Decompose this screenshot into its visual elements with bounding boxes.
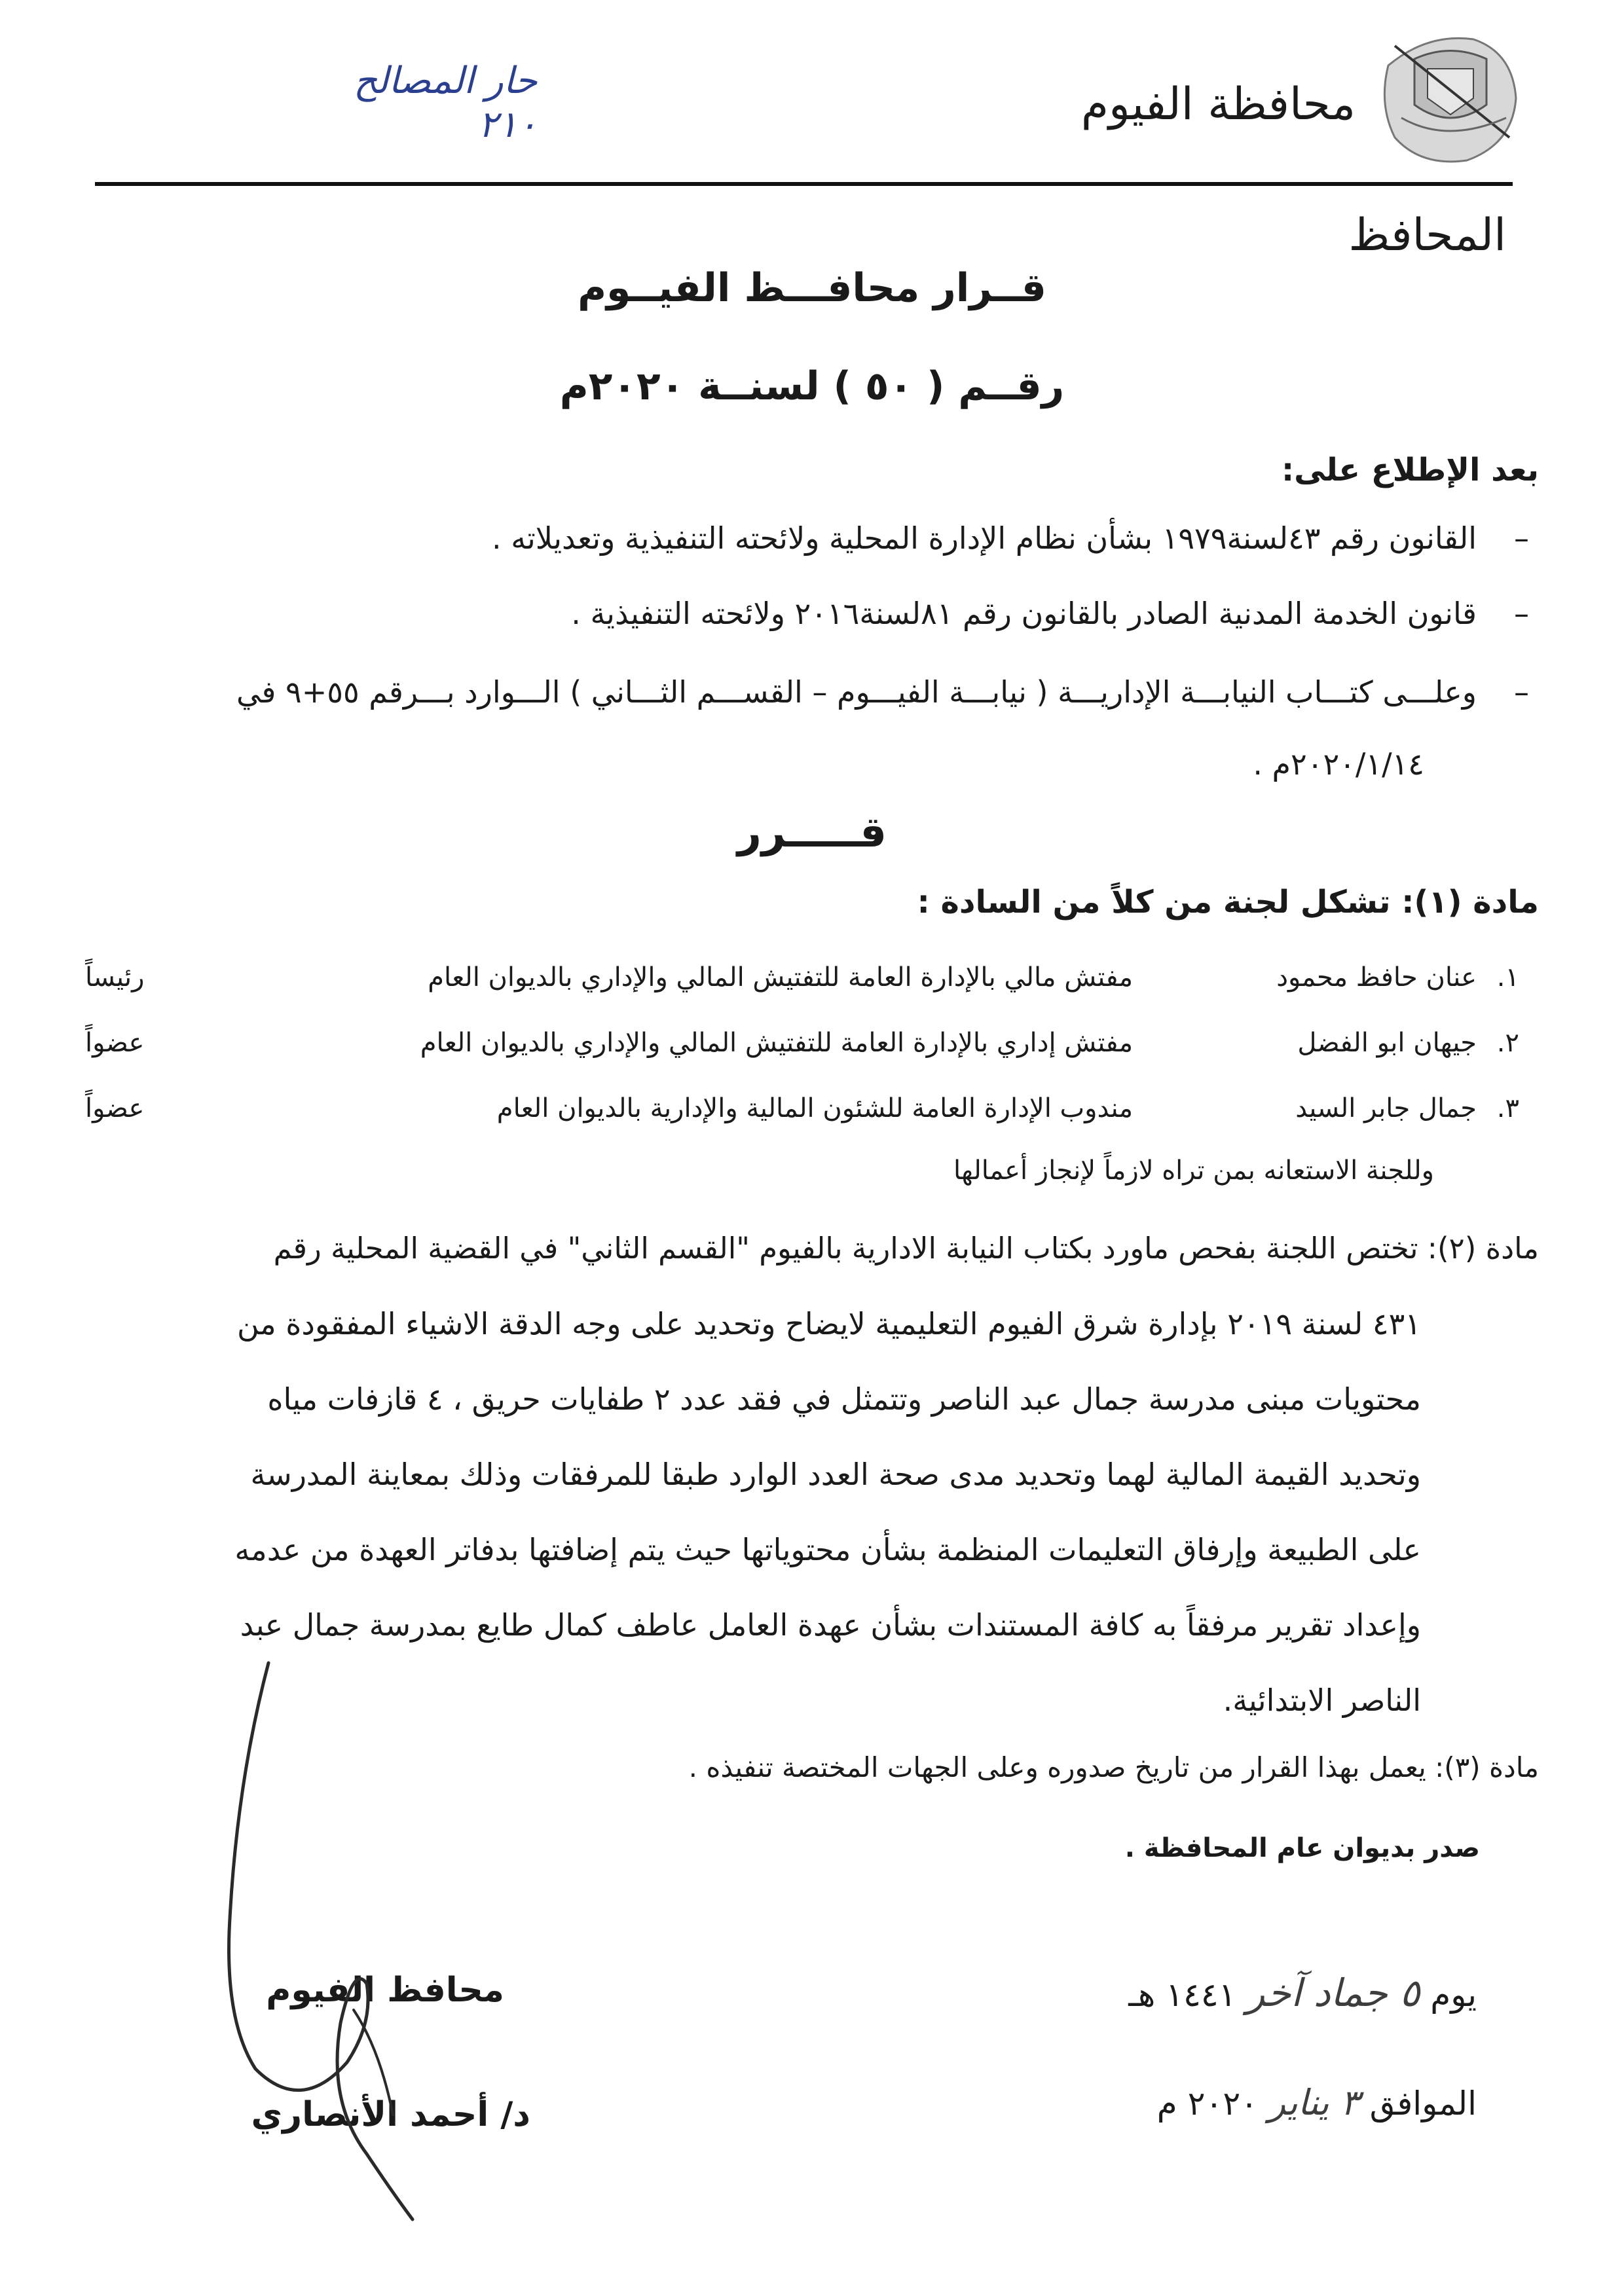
preamble-heading: بعد الإطلاع على: (1281, 452, 1539, 488)
handwritten-signature (196, 1656, 471, 2232)
article-1-heading: مادة (١): تشكل لجنة من كلاً من السادة : (917, 884, 1539, 920)
preamble-item-3: وعلـــى كتـــاب النيابـــة الإداريـــة ( نيابـــة الفيـــوم – القســـم الثـــاني ) الـــوارد بـــرقم ٥٥+٩ في (236, 674, 1477, 710)
gregorian-year: ٢٠٢٠ م (1156, 2085, 1259, 2123)
signatory-name: د/ أحمد الأنصاري (251, 2095, 530, 2134)
member-job: مندوب الإدارة العامة للشئون المالية والإدارية بالديوان العام (496, 1093, 1133, 1123)
hijri-prefix: يوم (1430, 1976, 1477, 2014)
governorate-name: محافظة الفيوم (1080, 79, 1356, 130)
gregorian-handwritten: ٣ يناير (1268, 2082, 1359, 2123)
member-role: عضواً (85, 1093, 145, 1123)
hijri-handwritten: ٥ جماد آخر (1246, 1971, 1420, 2015)
hijri-date (1128, 1971, 1477, 2015)
article-2-first-line-text: مادة (٢): تختص اللجنة بفحص ماورد بكتاب النيابة الادارية بالفيوم "القسم الثاني" في القضية المحلية رقم (273, 1231, 1539, 1266)
header-rule (95, 182, 1513, 186)
article-2-line-5: وإعداد تقرير مرفقاً به كافة المستندات بشأن عهدة العامل عاطف كمال طايع بمدرسة جمال عبد (240, 1607, 1421, 1643)
member-number: ١. (1496, 962, 1519, 993)
article-2-line-2: محتويات مبنى مدرسة جمال عبد الناصر وتتمثل في فقد عدد ٢ طفايات حريق ، ٤ قازفات مياه (267, 1381, 1421, 1417)
article-2-line-1: ٤٣١ لسنة ٢٠١٩ بإدارة شرق الفيوم التعليمية لايضاح وتحديد على وجه الدقة الاشياء المفقودة من (237, 1306, 1421, 1341)
handwritten-note-line-1: حار المصالح (354, 60, 538, 102)
article-2-line-6: الناصر الابتدائية. (1223, 1683, 1421, 1718)
preamble-item-2: قانون الخدمة المدنية الصادر بالقانون رقم ٨١لسنة٢٠١٦ ولائحته التنفيذية . (571, 596, 1477, 631)
member-name: جيهان ابو الفضل (1297, 1028, 1477, 1058)
member-job: مفتش مالي بالإدارة العامة للتفتيش المالي والإداري بالديوان العام (428, 962, 1133, 993)
governor-label: المحافظ (1348, 210, 1506, 261)
article-2-first-line (274, 1231, 1539, 1266)
handwritten-note (354, 59, 537, 147)
committee-note: وللجنة الاستعانه بمن تراه لازماً لإنجاز أعمالها (953, 1156, 1434, 1186)
member-job: مفتش إداري بالإدارة العامة للتفتيش المالي والإداري بالديوان العام (420, 1028, 1133, 1058)
member-name: عنان حافظ محمود (1276, 962, 1477, 993)
preamble-item-1: القانون رقم ٤٣لسنة١٩٧٩ بشأن نظام الإدارة المحلية ولائحته التنفيذية وتعديلاته . (492, 520, 1477, 556)
gregorian-prefix: الموافق (1369, 2085, 1477, 2123)
article-3: مادة (٣): يعمل بهذا القرار من تاريخ صدوره وعلى الجهات المختصة تنفيذه . (688, 1751, 1539, 1783)
preamble-item-3-cont: ٢٠٢٠/١/١٤م . (1253, 746, 1424, 782)
handwritten-note-line-2: ٢١٠ (478, 103, 538, 147)
bullet-dash: – (1514, 674, 1529, 710)
bullet-dash: – (1514, 520, 1529, 556)
article-2-line-3: وتحديد القيمة المالية لهما وتحديد مدى صحة العدد الوارد طبقا للمرفقات وذلك بمعاينة المدرسة (250, 1457, 1421, 1492)
member-name: جمال جابر السيد (1295, 1093, 1477, 1123)
gregorian-date (1157, 2082, 1477, 2123)
article-2-line-4: على الطبيعة وإرفاق التعليمات المنظمة بشأن محتوياتها حيث يتم إضافتها بدفاتر العهدة من عدمه (234, 1532, 1421, 1567)
decree-number: رقــم ( ٥٠ ) لسنــة ٢٠٢٠م (559, 363, 1065, 409)
hijri-year: ١٤٤١ هـ (1128, 1976, 1236, 2014)
governorate-emblem (1375, 20, 1526, 170)
member-number: ٢. (1496, 1028, 1519, 1058)
member-role: عضواً (85, 1028, 145, 1058)
member-number: ٣. (1496, 1093, 1519, 1123)
bullet-dash: – (1514, 596, 1529, 631)
decree-title: قــرار محافـــظ الفيــوم (578, 265, 1046, 311)
decision-heading: قـــــرر (737, 809, 887, 857)
member-role: رئيساً (85, 962, 145, 993)
issued-statement: صدر بديوان عام المحافظة . (1124, 1833, 1480, 1863)
signatory-title: محافظ الفيوم (266, 1971, 504, 2010)
